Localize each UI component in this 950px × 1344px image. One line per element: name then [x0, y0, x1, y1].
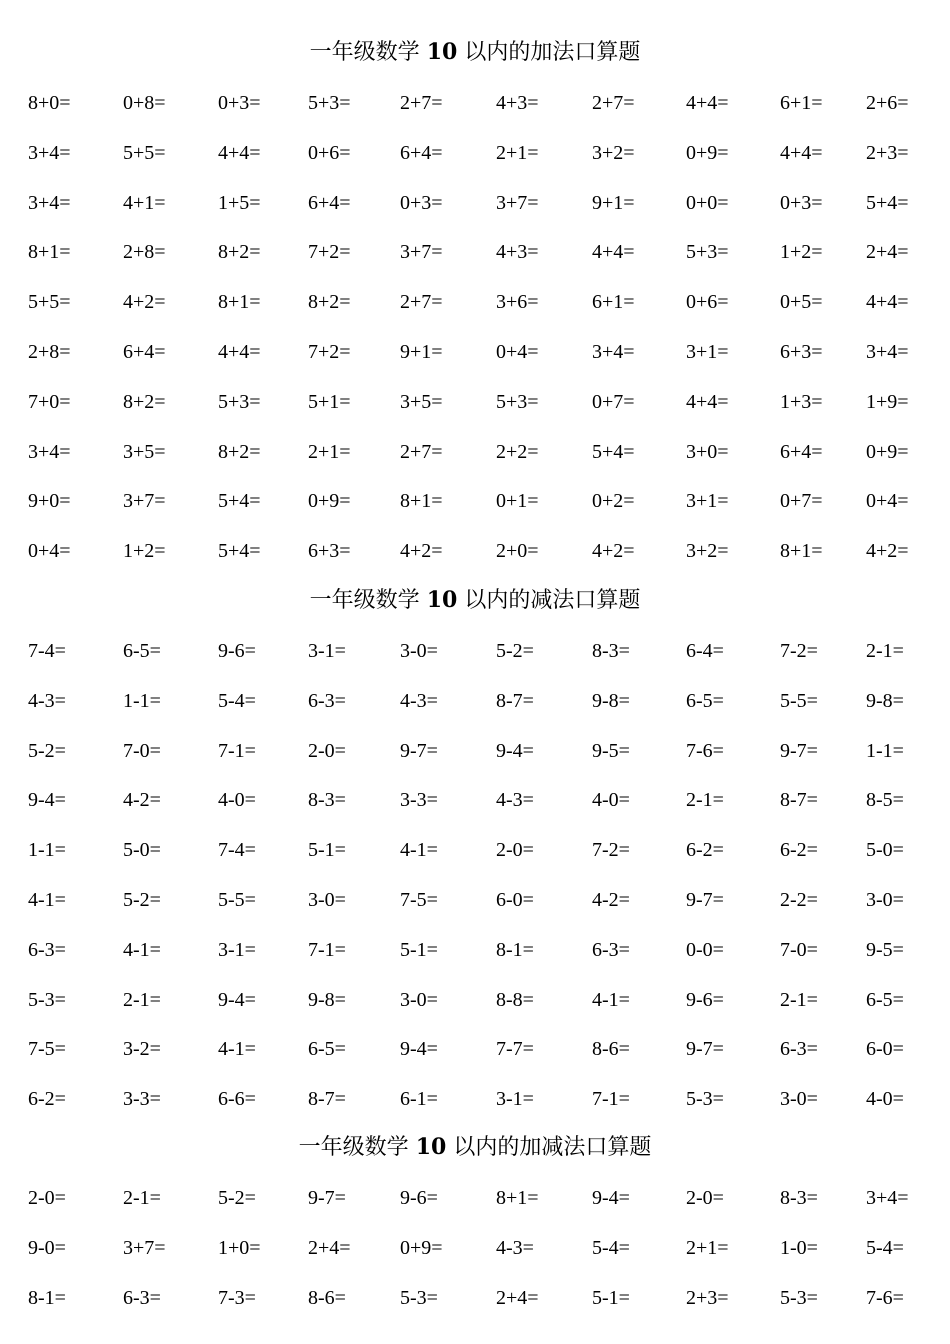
problem-row: [0, 190, 950, 216]
math-problem: 3-0=: [780, 1088, 818, 1110]
math-problem: 4+2=: [866, 540, 909, 562]
section-title-suffix: 以内的加减法口算题: [453, 1135, 652, 1160]
math-problem: 0+9=: [866, 441, 909, 463]
math-problem: 8+2=: [123, 391, 166, 413]
math-problem: 6-3=: [308, 690, 346, 712]
problem-row: [0, 787, 950, 813]
math-problem: 7-0=: [123, 740, 161, 762]
math-problem: 0+9=: [400, 1237, 443, 1259]
math-problem: 1+9=: [866, 391, 909, 413]
problem-row: [0, 439, 950, 465]
math-problem: 2+3=: [866, 142, 909, 164]
math-problem: 1-1=: [28, 839, 66, 861]
math-problem: 8-3=: [308, 789, 346, 811]
math-problem: 4-1=: [400, 839, 438, 861]
problem-row: [0, 837, 950, 863]
math-problem: 8-3=: [592, 640, 630, 662]
math-problem: 9-8=: [308, 989, 346, 1011]
math-problem: 1+2=: [780, 241, 823, 263]
math-problem: 8-6=: [592, 1038, 630, 1060]
math-problem: 5+4=: [592, 441, 635, 463]
math-problem: 5+4=: [218, 540, 261, 562]
math-problem: 0+7=: [592, 391, 635, 413]
math-problem: 2+4=: [308, 1237, 351, 1259]
math-problem: 9-4=: [218, 989, 256, 1011]
math-problem: 9-0=: [28, 1237, 66, 1259]
math-problem: 0+3=: [218, 92, 261, 114]
math-problem: 6-5=: [308, 1038, 346, 1060]
math-problem: 4+4=: [686, 92, 729, 114]
math-problem: 4+4=: [218, 341, 261, 363]
math-problem: 3-1=: [496, 1088, 534, 1110]
math-problem: 7-1=: [218, 740, 256, 762]
math-problem: 2+8=: [28, 341, 71, 363]
math-problem: 3+7=: [123, 1237, 166, 1259]
math-problem: 3+7=: [496, 192, 539, 214]
math-problem: 8-7=: [496, 690, 534, 712]
math-problem: 8+1=: [400, 490, 443, 512]
math-problem: 9+1=: [592, 192, 635, 214]
math-problem: 3+4=: [28, 142, 71, 164]
math-problem: 6-4=: [686, 640, 724, 662]
math-problem: 4-2=: [592, 889, 630, 911]
math-problem: 2-0=: [496, 839, 534, 861]
math-problem: 6+3=: [308, 540, 351, 562]
section-title: [0, 38, 950, 67]
math-problem: 5+3=: [686, 241, 729, 263]
math-problem: 5-1=: [308, 839, 346, 861]
math-problem: 9-4=: [496, 740, 534, 762]
section-title-suffix: 以内的加法口算题: [464, 40, 641, 65]
math-problem: 3-1=: [218, 939, 256, 961]
math-problem: 2-0=: [686, 1187, 724, 1209]
math-problem: 3+4=: [866, 341, 909, 363]
math-problem: 5-0=: [123, 839, 161, 861]
math-problem: 3+5=: [123, 441, 166, 463]
math-problem: 2+1=: [496, 142, 539, 164]
math-problem: 1-1=: [123, 690, 161, 712]
math-problem: 3-0=: [308, 889, 346, 911]
math-problem: 6-3=: [28, 939, 66, 961]
math-problem: 5-1=: [592, 1287, 630, 1309]
problem-row: [0, 1086, 950, 1112]
problem-row: [0, 1235, 950, 1261]
math-problem: 0+3=: [400, 192, 443, 214]
math-problem: 2+0=: [496, 540, 539, 562]
math-problem: 1-1=: [866, 740, 904, 762]
math-problem: 2-1=: [123, 1187, 161, 1209]
math-problem: 6-5=: [686, 690, 724, 712]
math-problem: 6-0=: [496, 889, 534, 911]
math-problem: 0-0=: [686, 939, 724, 961]
math-problem: 3+4=: [28, 192, 71, 214]
math-problem: 4-1=: [123, 939, 161, 961]
math-problem: 2+2=: [496, 441, 539, 463]
math-problem: 3+4=: [592, 341, 635, 363]
math-problem: 9-7=: [308, 1187, 346, 1209]
math-problem: 5-5=: [780, 690, 818, 712]
math-problem: 1+5=: [218, 192, 261, 214]
math-problem: 4-0=: [866, 1088, 904, 1110]
math-problem: 3-0=: [400, 989, 438, 1011]
math-problem: 6-2=: [780, 839, 818, 861]
math-problem: 0+6=: [686, 291, 729, 313]
math-problem: 2+7=: [400, 92, 443, 114]
math-problem: 3-1=: [308, 640, 346, 662]
problem-row: [0, 488, 950, 514]
math-problem: 5-3=: [686, 1088, 724, 1110]
math-problem: 4+4=: [592, 241, 635, 263]
math-problem: 8-3=: [780, 1187, 818, 1209]
math-problem: 8-8=: [496, 989, 534, 1011]
math-problem: 6+1=: [780, 92, 823, 114]
math-problem: 8-7=: [780, 789, 818, 811]
math-problem: 3+2=: [686, 540, 729, 562]
math-problem: 8-1=: [28, 1287, 66, 1309]
math-problem: 2-2=: [780, 889, 818, 911]
math-problem: 9-6=: [218, 640, 256, 662]
math-problem: 6-2=: [28, 1088, 66, 1110]
math-problem: 5+5=: [28, 291, 71, 313]
math-problem: 9-6=: [686, 989, 724, 1011]
math-problem: 5-4=: [592, 1237, 630, 1259]
math-problem: 9-8=: [866, 690, 904, 712]
math-problem: 9-8=: [592, 690, 630, 712]
math-problem: 4-3=: [496, 789, 534, 811]
math-problem: 4-3=: [28, 690, 66, 712]
math-problem: 3-0=: [400, 640, 438, 662]
math-problem: 4-3=: [496, 1237, 534, 1259]
math-problem: 0+6=: [308, 142, 351, 164]
math-problem: 8+0=: [28, 92, 71, 114]
math-problem: 5+3=: [308, 92, 351, 114]
math-problem: 0+1=: [496, 490, 539, 512]
math-problem: 9-4=: [592, 1187, 630, 1209]
math-problem: 5+1=: [308, 391, 351, 413]
math-problem: 3+0=: [686, 441, 729, 463]
math-problem: 0+9=: [686, 142, 729, 164]
math-problem: 7-1=: [308, 939, 346, 961]
math-problem: 5-5=: [218, 889, 256, 911]
problem-row: [0, 389, 950, 415]
math-problem: 2+4=: [866, 241, 909, 263]
math-problem: 0+4=: [28, 540, 71, 562]
math-problem: 6+4=: [400, 142, 443, 164]
math-problem: 2-1=: [686, 789, 724, 811]
math-problem: 4+4=: [218, 142, 261, 164]
problem-row: [0, 887, 950, 913]
math-problem: 4+4=: [780, 142, 823, 164]
math-problem: 0+4=: [866, 490, 909, 512]
math-problem: 6+1=: [592, 291, 635, 313]
math-problem: 0+8=: [123, 92, 166, 114]
math-problem: 7-1=: [592, 1088, 630, 1110]
math-problem: 8+1=: [496, 1187, 539, 1209]
math-problem: 2-1=: [123, 989, 161, 1011]
math-problem: 8+1=: [780, 540, 823, 562]
math-problem: 7-4=: [218, 839, 256, 861]
math-problem: 1+0=: [218, 1237, 261, 1259]
math-problem: 7-3=: [218, 1287, 256, 1309]
math-problem: 1-0=: [780, 1237, 818, 1259]
math-problem: 4+3=: [496, 92, 539, 114]
problem-row: [0, 339, 950, 365]
math-problem: 0+2=: [592, 490, 635, 512]
math-problem: 3+4=: [28, 441, 71, 463]
math-problem: 5-3=: [28, 989, 66, 1011]
math-problem: 5+3=: [496, 391, 539, 413]
math-problem: 7-0=: [780, 939, 818, 961]
problem-row: [0, 937, 950, 963]
math-problem: 0+5=: [780, 291, 823, 313]
math-problem: 2+7=: [592, 92, 635, 114]
math-problem: 3+1=: [686, 341, 729, 363]
math-problem: 7-6=: [866, 1287, 904, 1309]
math-problem: 5+4=: [866, 192, 909, 214]
math-problem: 8+1=: [28, 241, 71, 263]
math-problem: 9-5=: [866, 939, 904, 961]
math-problem: 8+2=: [218, 441, 261, 463]
math-problem: 9+0=: [28, 490, 71, 512]
math-problem: 3+5=: [400, 391, 443, 413]
math-problem: 9-7=: [400, 740, 438, 762]
math-problem: 7-5=: [28, 1038, 66, 1060]
math-problem: 5-3=: [780, 1287, 818, 1309]
section-title: [0, 586, 950, 615]
math-problem: 4-0=: [218, 789, 256, 811]
math-problem: 9-7=: [686, 1038, 724, 1060]
math-problem: 7+2=: [308, 341, 351, 363]
math-problem: 5+5=: [123, 142, 166, 164]
math-problem: 2+1=: [308, 441, 351, 463]
math-problem: 2+3=: [686, 1287, 729, 1309]
math-problem: 2+4=: [496, 1287, 539, 1309]
math-problem: 6+4=: [123, 341, 166, 363]
section-title: [0, 1133, 950, 1162]
math-problem: 5-3=: [400, 1287, 438, 1309]
math-problem: 2-0=: [28, 1187, 66, 1209]
math-problem: 8-6=: [308, 1287, 346, 1309]
math-problem: 1+3=: [780, 391, 823, 413]
math-problem: 7-2=: [592, 839, 630, 861]
math-problem: 7-6=: [686, 740, 724, 762]
math-problem: 6-3=: [123, 1287, 161, 1309]
problem-row: [0, 688, 950, 714]
math-problem: 3-3=: [123, 1088, 161, 1110]
math-problem: 2+8=: [123, 241, 166, 263]
math-problem: 6-6=: [218, 1088, 256, 1110]
section-title-prefix: 一年级数学: [309, 40, 420, 65]
math-problem: 6-2=: [686, 839, 724, 861]
section-title-number: 10: [426, 39, 458, 65]
math-problem: 6+4=: [780, 441, 823, 463]
math-problem: 7-4=: [28, 640, 66, 662]
math-problem: 2+7=: [400, 291, 443, 313]
math-problem: 4-1=: [592, 989, 630, 1011]
math-problem: 4-1=: [218, 1038, 256, 1060]
math-problem: 9-4=: [400, 1038, 438, 1060]
math-problem: 8-5=: [866, 789, 904, 811]
math-problem: 5-4=: [218, 690, 256, 712]
math-problem: 5-4=: [866, 1237, 904, 1259]
math-problem: 6-5=: [123, 640, 161, 662]
math-problem: 4+2=: [400, 540, 443, 562]
math-problem: 0+9=: [308, 490, 351, 512]
math-problem: 6-3=: [780, 1038, 818, 1060]
problem-row: [0, 738, 950, 764]
math-problem: 5-0=: [866, 839, 904, 861]
math-problem: 8-1=: [496, 939, 534, 961]
math-problem: 7-2=: [780, 640, 818, 662]
math-problem: 3-0=: [866, 889, 904, 911]
math-problem: 6-1=: [400, 1088, 438, 1110]
math-problem: 8+1=: [218, 291, 261, 313]
problem-row: [0, 289, 950, 315]
math-problem: 3+6=: [496, 291, 539, 313]
math-problem: 3+7=: [123, 490, 166, 512]
problem-row: [0, 1285, 950, 1311]
math-problem: 7+2=: [308, 241, 351, 263]
math-problem: 9+1=: [400, 341, 443, 363]
math-problem: 0+0=: [686, 192, 729, 214]
math-problem: 6+4=: [308, 192, 351, 214]
math-problem: 4+2=: [592, 540, 635, 562]
math-problem: 7+0=: [28, 391, 71, 413]
math-problem: 4+4=: [866, 291, 909, 313]
math-problem: 2+6=: [866, 92, 909, 114]
problem-row: [0, 1185, 950, 1211]
math-problem: 5+3=: [218, 391, 261, 413]
math-problem: 3+7=: [400, 241, 443, 263]
math-problem: 0+4=: [496, 341, 539, 363]
math-problem: 3+1=: [686, 490, 729, 512]
math-problem: 2-1=: [780, 989, 818, 1011]
math-problem: 2+7=: [400, 441, 443, 463]
math-problem: 6-0=: [866, 1038, 904, 1060]
math-problem: 5-2=: [123, 889, 161, 911]
math-problem: 4-1=: [28, 889, 66, 911]
problem-row: [0, 987, 950, 1013]
problem-row: [0, 140, 950, 166]
math-problem: 4-2=: [123, 789, 161, 811]
math-problem: 5-2=: [496, 640, 534, 662]
math-problem: 9-7=: [780, 740, 818, 762]
math-problem: 3-3=: [400, 789, 438, 811]
math-problem: 8+2=: [218, 241, 261, 263]
math-problem: 5-2=: [28, 740, 66, 762]
section-title-prefix: 一年级数学: [309, 588, 420, 613]
math-problem: 4-0=: [592, 789, 630, 811]
math-problem: 1+2=: [123, 540, 166, 562]
math-problem: 6-3=: [592, 939, 630, 961]
problem-row: [0, 90, 950, 116]
math-problem: 2-1=: [866, 640, 904, 662]
math-problem: 9-4=: [28, 789, 66, 811]
math-problem: 0+3=: [780, 192, 823, 214]
math-problem: 8-7=: [308, 1088, 346, 1110]
problem-row: [0, 638, 950, 664]
section-title-number: 10: [415, 1134, 447, 1160]
math-problem: 6+3=: [780, 341, 823, 363]
math-problem: 9-5=: [592, 740, 630, 762]
math-problem: 7-5=: [400, 889, 438, 911]
section-title-suffix: 以内的减法口算题: [464, 588, 641, 613]
math-problem: 5-1=: [400, 939, 438, 961]
math-problem: 3+2=: [592, 142, 635, 164]
math-problem: 4+4=: [686, 391, 729, 413]
math-problem: 3-2=: [123, 1038, 161, 1060]
math-problem: 4-3=: [400, 690, 438, 712]
math-problem: 0+7=: [780, 490, 823, 512]
math-problem: 4+2=: [123, 291, 166, 313]
math-problem: 9-7=: [686, 889, 724, 911]
math-problem: 4+3=: [496, 241, 539, 263]
math-problem: 6-5=: [866, 989, 904, 1011]
math-problem: 5-2=: [218, 1187, 256, 1209]
math-problem: 4+1=: [123, 192, 166, 214]
math-problem: 7-7=: [496, 1038, 534, 1060]
problem-row: [0, 1036, 950, 1062]
math-problem: 2-0=: [308, 740, 346, 762]
section-title-number: 10: [426, 587, 458, 613]
problem-row: [0, 239, 950, 265]
math-problem: 5+4=: [218, 490, 261, 512]
math-problem: 2+1=: [686, 1237, 729, 1259]
math-problem: 3+4=: [866, 1187, 909, 1209]
math-problem: 8+2=: [308, 291, 351, 313]
section-title-prefix: 一年级数学: [298, 1135, 409, 1160]
math-problem: 9-6=: [400, 1187, 438, 1209]
problem-row: [0, 538, 950, 564]
